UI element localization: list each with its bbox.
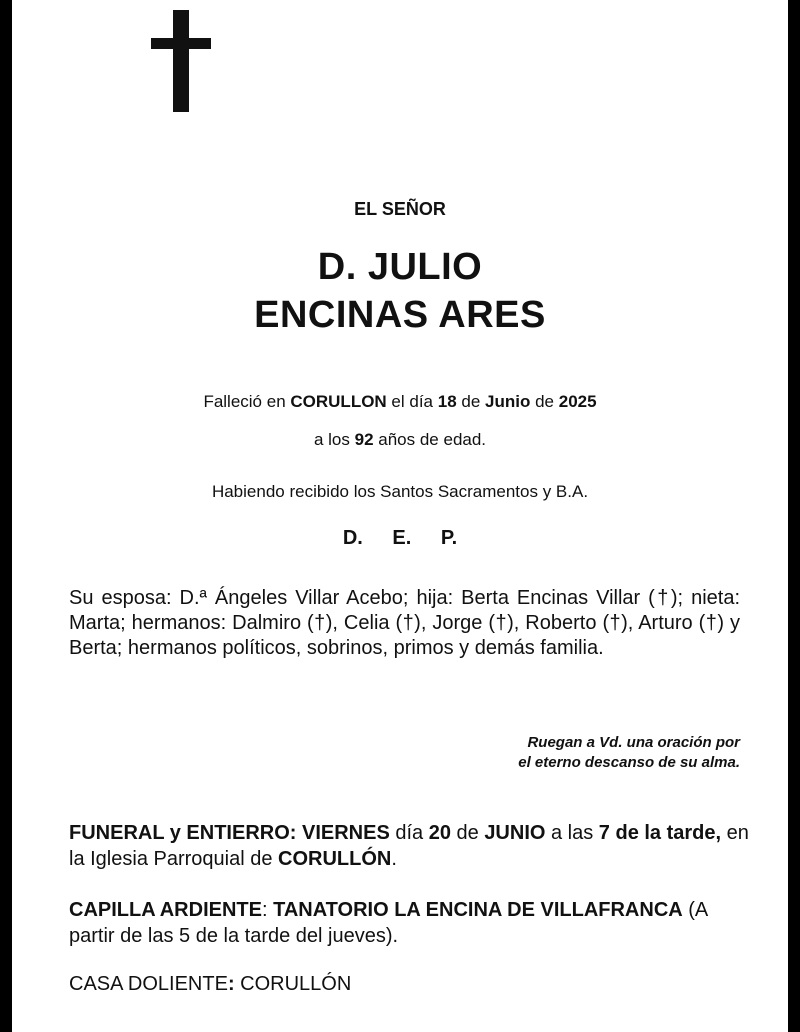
casa-label: CASA DOLIENTE — [69, 973, 228, 995]
capilla-ardiente-details: CAPILLA ARDIENTE: TANATORIO LA ENCINA DE VILLAFRANCA (A partir de las 5 de la tarde del jueves). — [69, 899, 708, 947]
intro-title: EL SEÑOR — [354, 199, 446, 219]
sacraments-text: Habiendo recibido los Santos Sacramentos y B.A. — [211, 482, 589, 501]
death-statement: Falleció en CORULLON el día 18 de Junio de 2025 — [203, 392, 597, 411]
capilla-label: CAPILLA ARDIENTE — [69, 899, 262, 921]
family-paragraph: Su esposa: D.ª Ángeles Villar Acebo; hija: Berta Encinas Villar (†); nieta: Marta; hermanos: Dalmiro (†), Celia (†), Jorge (†), Roberto (†), Arturo (†) y Berta; hermanos políticos, sobrinos, primos y demás familia. — [69, 587, 740, 659]
deceased-name-line2: ENCINAS ARES — [254, 294, 546, 336]
funeral-time: 7 de la tarde, — [598, 822, 722, 844]
casa-place: CORULLÓN — [240, 973, 352, 995]
funeral-details: FUNERAL y ENTIERRO: VIERNES día 20 de JUNIO a las 7 de la tarde, en la Iglesia Parroquial de CORULLÓN. — [69, 822, 749, 870]
death-month: Junio — [485, 392, 531, 411]
funeral-place: CORULLÓN — [278, 848, 392, 870]
age-value: 92 — [354, 430, 374, 449]
deceased-name-line1: D. JULIO — [317, 246, 483, 288]
latin-cross-icon — [151, 10, 211, 112]
death-day: 18 — [437, 392, 457, 411]
prayer-request — [340, 733, 740, 773]
dep-abbreviation: D. E. P. — [342, 527, 458, 549]
prayer-line-2: el eterno descanso de su alma. — [518, 754, 740, 771]
prayer-line-1: Ruegan a Vd. una oración por — [527, 734, 740, 751]
casa-doliente-details: CASA DOLIENTE: CORULLÓN — [69, 973, 352, 995]
funeral-day: 20 — [428, 822, 451, 844]
age-statement: a los 92 años de edad. — [313, 430, 487, 449]
death-place: CORULLON — [290, 392, 387, 411]
funeral-month: JUNIO — [484, 822, 546, 844]
obituary-page — [12, 0, 788, 1032]
capilla-place: TANATORIO LA ENCINA DE VILLAFRANCA — [273, 899, 683, 921]
death-year: 2025 — [558, 392, 597, 411]
funeral-label: FUNERAL y ENTIERRO: VIERNES — [69, 822, 390, 844]
